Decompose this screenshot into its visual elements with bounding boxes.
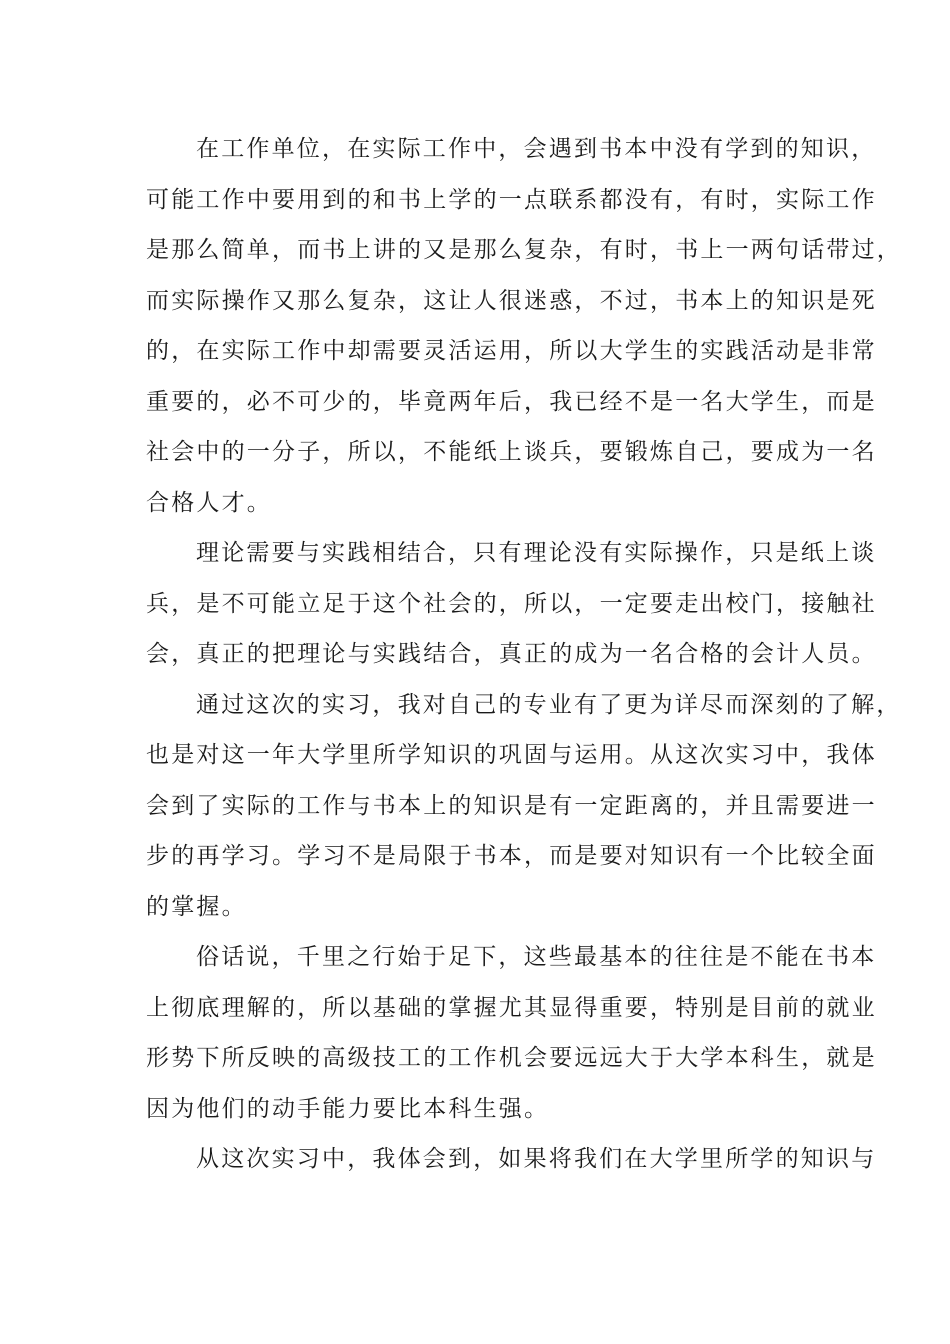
- text-line: 也是对这一年大学里所学知识的巩固与运用。从这次实习中，我体: [146, 742, 877, 768]
- text-line: 兵，是不可能立足于这个社会的，所以，一定要走出校门，接触社: [146, 590, 877, 617]
- paragraph-5: [146, 1134, 877, 1185]
- document-body: [146, 124, 902, 1185]
- text-line: 是那么简单，而书上讲的又是那么复杂，有时，书上一两句话带过，: [146, 237, 902, 263]
- text-line: 会，真正的把理论与实践结合，真正的成为一名合格的会计人员。: [146, 641, 877, 667]
- text-line: 会到了实际的工作与书本上的知识是有一定距离的，并且需要进一: [146, 792, 877, 819]
- text-line: 重要的，必不可少的，毕竟两年后，我已经不是一名大学生，而是: [146, 388, 877, 415]
- text-line: 理论需要与实践相结合，只有理论没有实际操作，只是纸上谈: [196, 540, 877, 566]
- text-line: 而实际操作又那么复杂，这让人很迷惑，不过，书本上的知识是死: [146, 287, 877, 314]
- text-line: 在工作单位，在实际工作中，会遇到书本中没有学到的知识，: [196, 136, 877, 162]
- text-line: 因为他们的动手能力要比本科生强。: [146, 1095, 550, 1122]
- text-line: 步的再学习。学习不是局限于书本，而是要对知识有一个比较全面: [146, 843, 877, 869]
- text-line: 的，在实际工作中却需要灵活运用，所以大学生的实践活动是非常: [146, 338, 877, 364]
- paragraph-1: [146, 124, 902, 528]
- text-line: 可能工作中要用到的和书上学的一点联系都没有，有时，实际工作: [146, 186, 877, 213]
- text-line: 的掌握。: [146, 893, 247, 920]
- text-line: 俗话说，千里之行始于足下，这些最基本的往往是不能在书本: [196, 944, 877, 970]
- text-line: 上彻底理解的，所以基础的掌握尤其显得重要，特别是目前的就业: [146, 994, 877, 1021]
- text-line: 通过这次的实习，我对自己的专业有了更为详尽而深刻的了解，: [196, 691, 902, 718]
- text-line: 合格人才。: [146, 489, 272, 516]
- paragraph-4: [146, 932, 877, 1134]
- paragraph-2: [146, 528, 877, 680]
- text-line: 从这次实习中，我体会到，如果将我们在大学里所学的知识与: [196, 1146, 877, 1172]
- text-line: 形势下所反映的高级技工的工作机会要远远大于大学本科生，就是: [146, 1045, 877, 1071]
- text-line: 社会中的一分子，所以，不能纸上谈兵，要锻炼自己，要成为一名: [146, 439, 877, 465]
- paragraph-3: [146, 680, 902, 933]
